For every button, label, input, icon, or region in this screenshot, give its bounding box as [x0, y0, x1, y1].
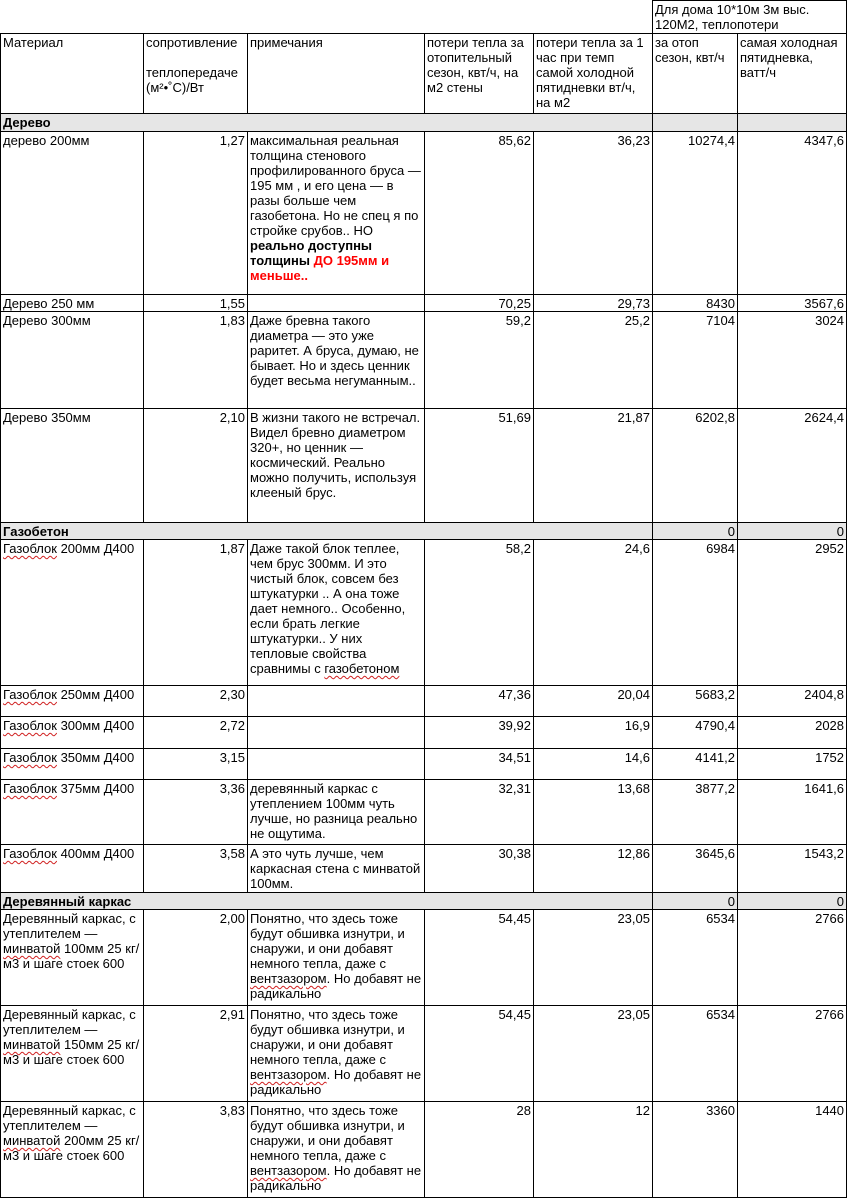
material-word: минватой [3, 941, 61, 956]
resistance-cell: 1,87 [144, 540, 248, 686]
header-loss-hour: потери тепла за 1 час при темп самой холодной пятидневки вт/ч, на м2 [534, 34, 653, 114]
loss-season-cell: 47,36 [425, 686, 534, 717]
loss-hour-cell: 14,6 [534, 749, 653, 780]
note-cell [248, 540, 425, 686]
house-season-cell: 6202,8 [653, 409, 738, 523]
material-word: Газоблок [3, 781, 57, 796]
table-row [1, 910, 847, 1006]
header-house-cold: самая холодная пятидневка, ватт/ч [738, 34, 847, 114]
note-cell [248, 295, 425, 312]
material-cell [1, 845, 144, 893]
house-season-cell: 4790,4 [653, 717, 738, 749]
material-text: 150мм 25 кг/м3 и шаге стоек 600 [3, 1037, 140, 1067]
material-word: Газоблок [3, 687, 57, 702]
material-word: Газоблок [3, 541, 57, 556]
note-bold-text: реально доступны толщины [250, 238, 373, 268]
note-cell: В жизни такого не встречал. Видел бревно диаметром 320+, но ценник — космический. Реально можно получить, используя клееный брус. [248, 409, 425, 523]
house-note-cell: Для дома 10*10м 3м выс. 120М2, теплопотери [653, 1, 847, 34]
house-season-cell: 3877,2 [653, 780, 738, 845]
resistance-cell: 2,10 [144, 409, 248, 523]
house-cold-cell: 2624,4 [738, 409, 847, 523]
note-text: Даже такой блок теплее, чем брус 300мм. И это чистый блок, совсем без штукатурки .. А она тоже дает немного.. Особенно, если брать легкие штукатурки.. У них тепловые свойства сравнимы с [250, 541, 406, 676]
house-season-cell: 5683,2 [653, 686, 738, 717]
material-cell: Дерево 250 мм [1, 295, 144, 312]
house-season-cell: 4141,2 [653, 749, 738, 780]
material-size: 200мм Д400 [56, 541, 135, 556]
material-cell [1, 717, 144, 749]
house-season-cell: 3645,6 [653, 845, 738, 893]
house-season-cell: 10274,4 [653, 132, 738, 295]
resistance-cell: 1,55 [144, 295, 248, 312]
loss-season-cell: 54,45 [425, 910, 534, 1006]
section-row-gas [1, 523, 847, 540]
loss-season-cell: 54,45 [425, 1006, 534, 1102]
resistance-cell: 3,83 [144, 1102, 248, 1198]
note-cell: деревянный каркас с утеплением 100мм чуть лучше, но разница реально не ощутима. [248, 780, 425, 845]
loss-season-cell: 34,51 [425, 749, 534, 780]
material-word: Газоблок [3, 846, 57, 861]
table-row [1, 1102, 847, 1198]
house-cold-cell: 2766 [738, 1006, 847, 1102]
note-cell: Даже бревна такого диаметра — это уже раритет. А бруса, думаю, не бывает. Но и здесь ценник будет весьма негуманным.. [248, 312, 425, 409]
house-cold-cell: 2952 [738, 540, 847, 686]
material-text: 100мм 25 кг/м3 и шаге стоек 600 [3, 941, 140, 971]
note-cell [248, 717, 425, 749]
resistance-cell: 3,36 [144, 780, 248, 845]
loss-hour-cell: 36,23 [534, 132, 653, 295]
loss-season-cell: 39,92 [425, 717, 534, 749]
loss-season-cell: 58,2 [425, 540, 534, 686]
loss-hour-cell: 24,6 [534, 540, 653, 686]
loss-season-cell: 30,38 [425, 845, 534, 893]
loss-hour-cell: 16,9 [534, 717, 653, 749]
table-row [1, 717, 847, 749]
note-text: . Но добавят не радикально [250, 1067, 422, 1097]
loss-season-cell: 85,62 [425, 132, 534, 295]
loss-hour-cell: 20,04 [534, 686, 653, 717]
note-word: вентзазором [250, 1163, 327, 1178]
note-cell [248, 749, 425, 780]
table-row [1, 312, 847, 409]
table-row [1, 132, 847, 295]
note-text: Понятно, что здесь тоже будут обшивка изнутри, и снаружи, и они добавят немного тепла, даже с [250, 1007, 405, 1067]
material-cell [1, 910, 144, 1006]
material-size: 400мм Д400 [56, 846, 135, 861]
material-cell [1, 686, 144, 717]
house-cold-cell: 1752 [738, 749, 847, 780]
material-word: Газоблок [3, 750, 57, 765]
house-cold-cell: 2028 [738, 717, 847, 749]
section-value: 0 [653, 893, 738, 910]
loss-season-cell: 28 [425, 1102, 534, 1198]
section-value [653, 114, 738, 132]
note-cell [248, 1006, 425, 1102]
material-size: 375мм Д400 [56, 781, 135, 796]
note-word: вентзазором [250, 971, 327, 986]
section-value: 0 [738, 893, 847, 910]
house-season-cell: 3360 [653, 1102, 738, 1198]
house-cold-cell: 2766 [738, 910, 847, 1006]
header-row [1, 34, 847, 114]
material-cell [1, 1102, 144, 1198]
table-row [1, 845, 847, 893]
resistance-cell: 3,58 [144, 845, 248, 893]
section-row-frame [1, 893, 847, 910]
blank-cell [425, 1, 534, 34]
table-row [1, 686, 847, 717]
material-text: Деревянный каркас, с утеплителем — [3, 1103, 136, 1133]
note-text: . Но добавят не радикально [250, 971, 422, 1001]
house-cold-cell: 1641,6 [738, 780, 847, 845]
house-cold-cell: 4347,6 [738, 132, 847, 295]
resistance-cell: 2,91 [144, 1006, 248, 1102]
material-cell: дерево 200мм [1, 132, 144, 295]
table-row [1, 540, 847, 686]
material-cell: Дерево 350мм [1, 409, 144, 523]
note-cell [248, 132, 425, 295]
resistance-cell: 2,72 [144, 717, 248, 749]
loss-hour-cell: 23,05 [534, 1006, 653, 1102]
note-word: вентзазором [250, 1067, 327, 1082]
section-title: Дерево [1, 114, 653, 132]
blank-cell [248, 1, 425, 34]
house-season-cell: 6984 [653, 540, 738, 686]
table-row [1, 749, 847, 780]
material-text: 200мм 25 кг/м3 и шаге стоек 600 [3, 1133, 140, 1163]
section-value: 0 [738, 523, 847, 540]
loss-hour-cell: 12,86 [534, 845, 653, 893]
material-size: 250мм Д400 [56, 687, 135, 702]
loss-hour-cell: 13,68 [534, 780, 653, 845]
loss-hour-cell: 29,73 [534, 295, 653, 312]
material-cell [1, 780, 144, 845]
section-value [738, 114, 847, 132]
blank-cell [1, 1, 144, 34]
blank-cell [534, 1, 653, 34]
resistance-cell: 2,00 [144, 910, 248, 1006]
material-word: минватой [3, 1133, 61, 1148]
house-season-cell: 8430 [653, 295, 738, 312]
material-cell: Дерево 300мм [1, 312, 144, 409]
material-word: минватой [3, 1037, 61, 1052]
house-cold-cell: 3024 [738, 312, 847, 409]
material-cell [1, 749, 144, 780]
section-title: Деревянный каркас [1, 893, 653, 910]
resistance-cell: 2,30 [144, 686, 248, 717]
note-text: Понятно, что здесь тоже будут обшивка изнутри, и снаружи, и они добавят немного тепла, даже с [250, 911, 405, 971]
resistance-cell: 1,83 [144, 312, 248, 409]
blank-cell [144, 1, 248, 34]
material-cell [1, 540, 144, 686]
loss-hour-cell: 25,2 [534, 312, 653, 409]
resistance-cell: 3,15 [144, 749, 248, 780]
house-season-cell: 7104 [653, 312, 738, 409]
loss-hour-cell: 12 [534, 1102, 653, 1198]
table-row [1, 780, 847, 845]
top-note-row [1, 1, 847, 34]
table-row [1, 295, 847, 312]
note-cell [248, 910, 425, 1006]
house-cold-cell: 1440 [738, 1102, 847, 1198]
table-row [1, 1006, 847, 1102]
header-material: Материал [1, 34, 144, 114]
house-cold-cell: 3567,6 [738, 295, 847, 312]
header-resistance: сопротивление теплопередаче (м²•˚С)/Вт [144, 34, 248, 114]
note-cell [248, 686, 425, 717]
material-word: Газоблок [3, 718, 57, 733]
note-text: максимальная реальная толщина стенового профилированного бруса — 195 мм , и его цена — в разы больше чем газобетона. Но не спец я по стройке срубов.. НО [250, 133, 421, 238]
loss-season-cell: 70,25 [425, 295, 534, 312]
note-cell [248, 1102, 425, 1198]
note-word: газобетоном [324, 661, 400, 676]
section-value: 0 [653, 523, 738, 540]
material-size: 350мм Д400 [56, 750, 135, 765]
loss-hour-cell: 21,87 [534, 409, 653, 523]
header-house-season: за отоп сезон, квт/ч [653, 34, 738, 114]
house-cold-cell: 2404,8 [738, 686, 847, 717]
loss-season-cell: 32,31 [425, 780, 534, 845]
material-text: Деревянный каркас, с утеплителем — [3, 1007, 136, 1037]
note-red-text: ДО 195мм и меньше.. [250, 253, 390, 283]
header-notes: примечания [248, 34, 425, 114]
house-season-cell: 6534 [653, 910, 738, 1006]
material-cell [1, 1006, 144, 1102]
table-row [1, 409, 847, 523]
section-title: Газобетон [1, 523, 653, 540]
section-row-wood [1, 114, 847, 132]
resistance-cell: 1,27 [144, 132, 248, 295]
note-text: Понятно, что здесь тоже будут обшивка изнутри, и снаружи, и они добавят немного тепла, даже с [250, 1103, 405, 1163]
house-season-cell: 6534 [653, 1006, 738, 1102]
loss-hour-cell: 23,05 [534, 910, 653, 1006]
material-size: 300мм Д400 [56, 718, 135, 733]
note-cell: А это чуть лучше, чем каркасная стена с минватой 100мм. [248, 845, 425, 893]
note-text: . Но добавят не радикально [250, 1163, 422, 1193]
house-cold-cell: 1543,2 [738, 845, 847, 893]
loss-season-cell: 59,2 [425, 312, 534, 409]
header-loss-season: потери тепла за отопительный сезон, квт/ч, на м2 стены [425, 34, 534, 114]
loss-season-cell: 51,69 [425, 409, 534, 523]
material-text: Деревянный каркас, с утеплителем — [3, 911, 136, 941]
